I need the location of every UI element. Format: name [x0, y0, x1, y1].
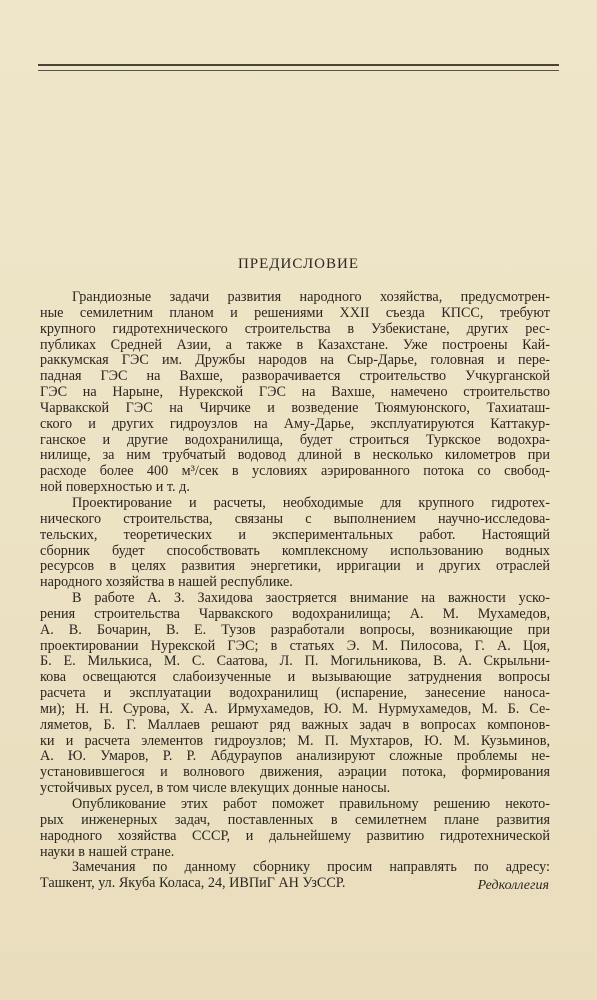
- text-line: сборник будет способствовать комплексному использованию водных: [40, 543, 550, 559]
- preface-body: [40, 290, 550, 892]
- text-line: Опубликование этих работ поможет правильному решению некото-: [72, 797, 550, 812]
- text-line: рых инженерных задач, поставленных в семилетнем плане развития: [40, 812, 550, 828]
- text-line: кова освещаются слабоизученные и вызывающие затруднения вопросы: [40, 670, 550, 686]
- text-line: ганское и другие водохранилища, будет строиться Туркское водохра-: [40, 432, 550, 448]
- signature: Редколлегия: [477, 878, 549, 893]
- text-line: раккумская ГЭС им. Дружбы народов на Сыр-Дарье, головная и пере-: [40, 353, 550, 369]
- text-line: Чарвакской ГЭС на Чирчике и возведение Тюямуюнского, Тахиаташ-: [40, 400, 550, 416]
- paragraph: [40, 591, 550, 797]
- text-line: ресурсов в целях развития энергетики, ирригации и других отраслей: [40, 559, 550, 575]
- text-line: расчета и эксплуатации водохранилищ (испарение, занесение наноса-: [40, 686, 550, 702]
- text-line: ского и других гидроузлов на Аму-Дарье, эксплуатируются Каттакур-: [40, 416, 550, 432]
- header-rule-thick: [38, 64, 559, 66]
- text-line: установившегося и волнового движения, аэрации потока, формирования: [40, 765, 550, 781]
- header-rule-thin: [38, 70, 559, 71]
- text-line: А. Ю. Умаров, Р. Р. Абдураупов анализируют сложные проблемы не-: [40, 749, 550, 765]
- text-line: А. В. Бочарин, В. Е. Тузов разработали вопросы, возникающие при: [40, 622, 550, 638]
- text-line: тельских, теоретических и экспериментальных работ. Настоящий: [40, 527, 550, 543]
- text-line: нилище, за ним трубчатый водовод длиной в несколько километров при: [40, 448, 550, 464]
- paragraph: [40, 797, 550, 860]
- text-line: устойчивых русел, в том числе влекущих донные наносы.: [40, 781, 391, 797]
- text-line: расходе более 400 м³/сек в условиях аэрированного потока со свобод-: [40, 464, 550, 480]
- text-line: проектировании Нурекской ГЭС; в статьях Э. М. Пилосова, Г. А. Цоя,: [40, 638, 550, 654]
- text-line: ляметов, Б. Г. Маллаев решают ряд важных задач в вопросах компонов-: [40, 717, 550, 733]
- paragraph: [40, 496, 550, 591]
- text-line: ные семилетним планом и решениями XXII съезда КПСС, требуют: [40, 305, 550, 321]
- text-line: народного хозяйства в нашей республике.: [40, 575, 293, 591]
- text-line: ной поверхностью и т. д.: [40, 480, 190, 496]
- text-line: ГЭС на Нарыне, Нурекской ГЭС на Вахше, намечено строительство: [40, 385, 550, 401]
- text-line: рения строительства Чарвакского водохранилища; А. М. Мухамедов,: [40, 606, 550, 622]
- text-line: нического строительства, связаны с выполнением научно-исследова-: [40, 511, 550, 527]
- text-line: народного хозяйства СССР, и дальнейшему развитию гидротехнической: [40, 828, 550, 844]
- text-line: крупного гидротехнического строительства в Узбекистане, других рес-: [40, 321, 550, 337]
- text-line: Проектирование и расчеты, необходимые для крупного гидротех-: [72, 495, 550, 511]
- text-line: науки в нашей стране.: [40, 844, 175, 860]
- text-line: публиках Средней Азии, а также в Казахстане. Уже построены Кай-: [40, 337, 550, 353]
- page-title: ПРЕДИСЛОВИЕ: [237, 256, 360, 272]
- paragraph: [40, 860, 550, 892]
- text-line: Замечания по данному сборнику просим направлять по адресу:: [72, 860, 550, 876]
- text-line: В работе А. З. Захидова заостряется внимание на важности уско-: [72, 591, 550, 607]
- text-line: Б. Е. Милькиса, М. С. Саатова, Л. П. Могильникова, В. А. Скрыльни-: [40, 654, 550, 670]
- text-line: Ташкент, ул. Якуба Коласа, 24, ИВПиГ АН УзССР.: [40, 876, 346, 892]
- text-line: ми); Н. Н. Сурова, Х. А. Ирмухамедов, Ю. М. Нурмухамедов, М. Б. Се-: [40, 701, 550, 717]
- text-line: Грандиозные задачи развития народного хозяйства, предусмотрен-: [72, 290, 550, 305]
- text-line: падная ГЭС на Вахше, разворачивается строительство Учкурганской: [40, 369, 550, 385]
- text-line: ки и расчета элементов гидроузлов; М. П. Мухтаров, Ю. М. Кузьминов,: [40, 733, 550, 749]
- paragraph: [40, 290, 550, 496]
